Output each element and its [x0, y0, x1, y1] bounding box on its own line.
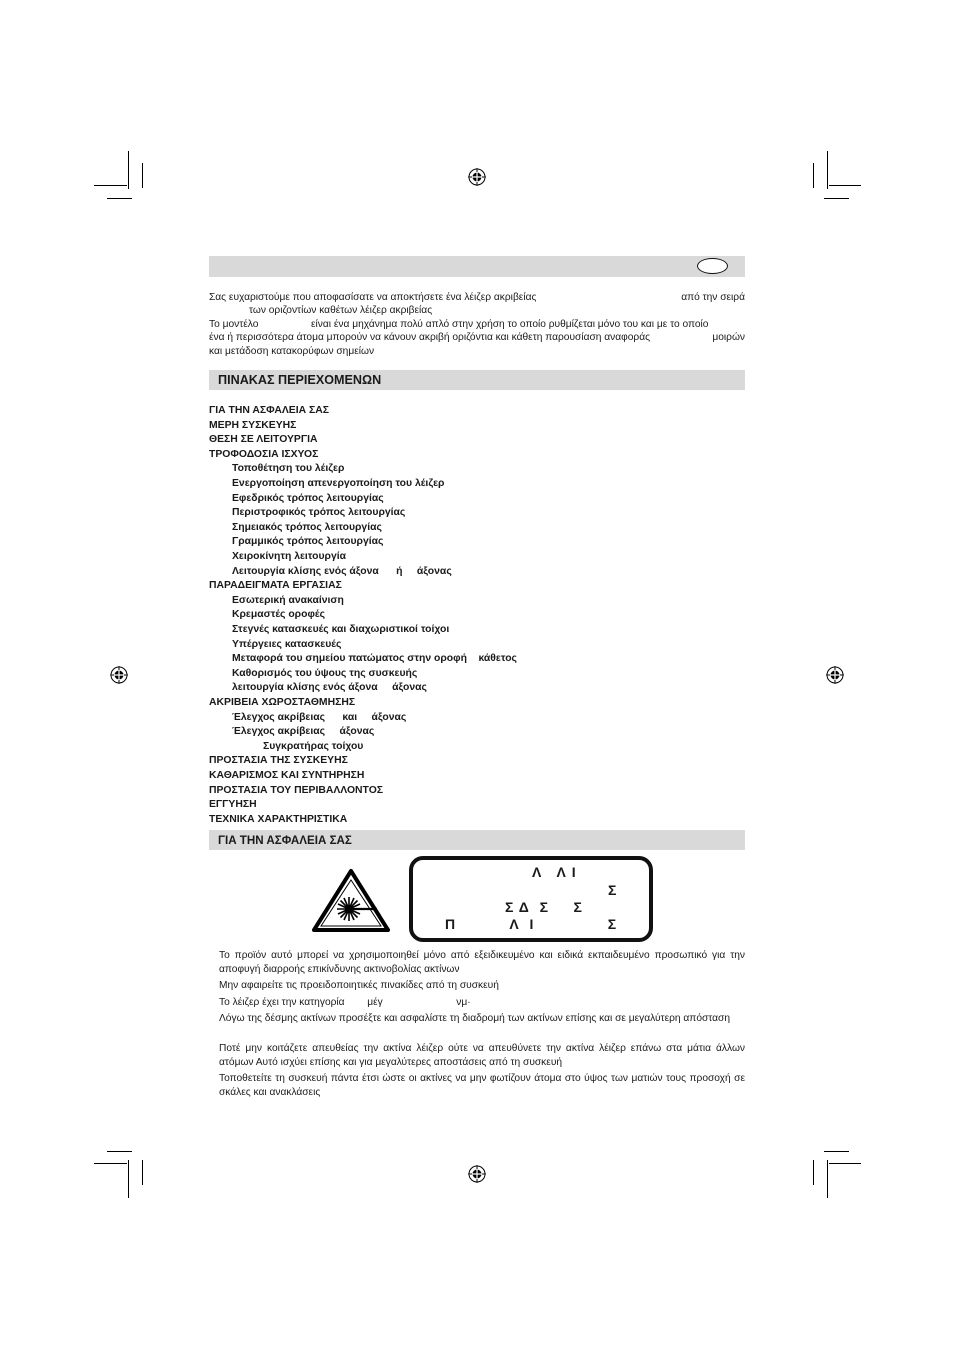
- toc-item: Εσωτερική ανακαίνιση: [232, 594, 344, 606]
- toc-item: Γραμμικός τρόπος λειτουργίας: [232, 536, 384, 548]
- toc-item: Μεταφορά του σημείου πατώματος στην οροφή κάθετος: [232, 653, 517, 665]
- toc-item: ΠΡΟΣΤΑΣΙΑ ΤΟΥ ΠΕΡΙΒΑΛΛΟΝΤΟΣ: [209, 784, 384, 796]
- toc-title: ΠΙΝΑΚΑΣ ΠΕΡΙΕΧΟΜΕΝΩΝ: [218, 373, 382, 387]
- safety-paragraph: Μην αφαιρείτε τις προειδοποιητικές πινακίδες από τη συσκευή: [219, 980, 499, 991]
- toc-item: Κρεμαστές οροφές: [232, 609, 325, 621]
- toc-item: ΠΑΡΑΔΕΙΓΜΑΤΑ ΕΡΓΑΣΙΑΣ: [209, 580, 342, 592]
- toc-item: ΠΡΟΣΤΑΣΙΑ ΤΗΣ ΣΥΣΚΕΥΗΣ: [209, 755, 348, 767]
- toc-item: Καθορισμός του ύψους της συσκευής: [232, 667, 418, 679]
- intro-line: Το μοντέλο: [209, 319, 259, 330]
- toc-item: Εφεδρικός τρόπος λειτουργίας: [232, 492, 384, 504]
- toc-item: Ενεργοποίηση απενεργοποίηση του λέιζερ: [232, 478, 445, 489]
- toc-item: λειτουργία κλίσης ενός άξονα άξονας: [232, 682, 427, 694]
- toc-item: Συγκρατήρας τοίχου: [263, 740, 364, 752]
- toc-item: Έλεγχος ακρίβειας άξονας: [232, 726, 375, 738]
- safety-header: [209, 830, 745, 850]
- language-code-oval: [697, 258, 728, 274]
- toc-item: ΕΓΓΥΗΣΗ: [209, 799, 257, 811]
- warning-text-line: Π Λ Ι Σ: [445, 916, 618, 932]
- warning-text-line: Σ: [608, 882, 618, 898]
- toc-item: ΚΑΘΑΡΙΣΜΟΣ ΚΑΙ ΣΥΝΤΗΡΗΣΗ: [209, 770, 365, 781]
- toc-item: ΤΕΧΝΙΚΑ ΧΑΡΑΚΤΗΡΙΣΤΙΚΑ: [209, 813, 348, 825]
- registration-mark-icon: [468, 168, 486, 186]
- registration-mark-icon: [468, 1165, 486, 1183]
- toc-item: Έλεγχος ακρίβειας και άξονας: [232, 711, 407, 723]
- intro-line: των οριζοντίων καθέτων λέιζερ ακριβείας: [249, 305, 433, 316]
- safety-paragraph: Τοποθετείτε τη συσκευή πάντα έτσι ώστε οι ακτίνες να μην φωτίζουν άτομα στο ύψος των ματιών τους προσοχή σε σκάλες και ανακλάσεις: [219, 1073, 745, 1098]
- toc-item: ΓΙΑ ΤΗΝ ΑΣΦΑΛΕΙΑ ΣΑΣ: [209, 405, 329, 416]
- toc-item: Περιστροφικός τρόπος λειτουργίας: [232, 507, 406, 519]
- safety-paragraph: Το λέιζερ έχει την κατηγορία μέγ νμ·: [219, 997, 471, 1008]
- toc-item: Χειροκίνητη λειτουργία: [232, 551, 347, 562]
- toc-item: Στεγνές κατασκευές και διαχωριστικοί τοίχοι: [232, 624, 450, 635]
- toc-item: ΜΕΡΗ ΣΥΣΚΕΥΗΣ: [209, 419, 297, 431]
- laser-warning-icon: [311, 868, 391, 933]
- intro-line: και μετάδοση κατακορύφων σημείων: [209, 346, 375, 357]
- intro-paragraph: [209, 291, 745, 361]
- toc-item: ΑΚΡΙΒΕΙΑ ΧΩΡΟΣΤΑΘΜΗΣΗΣ: [209, 697, 356, 708]
- language-header-bar: [209, 256, 745, 277]
- intro-line: από την σειρά: [681, 292, 745, 303]
- toc-item: Υπέργειες κατασκευές: [232, 638, 342, 650]
- intro-line: είναι ένα μηχάνημα πολύ απλό στην χρήση το οποίο ρυθμίζεται μόνο του και με το οποίο: [311, 319, 709, 330]
- toc-header: [209, 370, 745, 390]
- registration-mark-icon: [110, 666, 128, 684]
- intro-line: Σας ευχαριστούμε που αποφασίσατε να αποκτήσετε ένα λέιζερ ακριβείας: [209, 292, 537, 303]
- warning-text-line: Λ Λ Ι: [532, 864, 577, 880]
- toc-item: Σημειακός τρόπος λειτουργίας: [232, 521, 382, 533]
- toc-item: Τοποθέτηση του λέιζερ: [232, 463, 345, 475]
- intro-line: ένα ή περισσότερα άτομα μπορούν να κάνουν ακριβή οριζόντια και κάθετη παρουσίαση αναφοράς: [209, 332, 650, 343]
- toc-item: ΘΕΣΗ ΣΕ ΛΕΙΤΟΥΡΓΙΑ: [209, 434, 318, 446]
- safety-paragraph: Το προϊόν αυτό μπορεί να χρησιμοποιηθεί μόνο από εξειδικευμένο και ειδικά εκπαιδευμένο προσωπικό για την αποφυγή διαρροής επικίνδυνης ακτινοβολίας ακτίνων: [219, 950, 745, 975]
- safety-title: ΓΙΑ ΤΗΝ ΑΣΦΑΛΕΙΑ ΣΑΣ: [218, 834, 352, 847]
- warning-text-line: Σ Δ Σ Σ: [505, 899, 583, 915]
- intro-line: μοιρών: [712, 332, 745, 343]
- toc-item: Λειτουργία κλίσης ενός άξονα ή άξονας: [232, 565, 452, 577]
- registration-mark-icon: [826, 666, 844, 684]
- safety-paragraph: Λόγω της δέσμης ακτίνων προσέξτε και ασφαλίστε τη διαδρομή των ακτίνων επίσης και σε μεγαλύτερη απόσταση: [219, 1013, 730, 1024]
- toc-item: ΤΡΟΦΟΔΟΣΙΑ ΙΣΧΥΟΣ: [209, 448, 319, 460]
- safety-paragraph: Ποτέ μην κοιτάζετε απευθείας την ακτίνα λέιζερ ούτε να απευθύνετε την ακτίνα λέιζερ επάνω στα μάτια άλλων ατόμων Αυτό ισχύει επίσης και για μεγαλύτερες αποστάσεις από τη συσκευή: [219, 1043, 745, 1068]
